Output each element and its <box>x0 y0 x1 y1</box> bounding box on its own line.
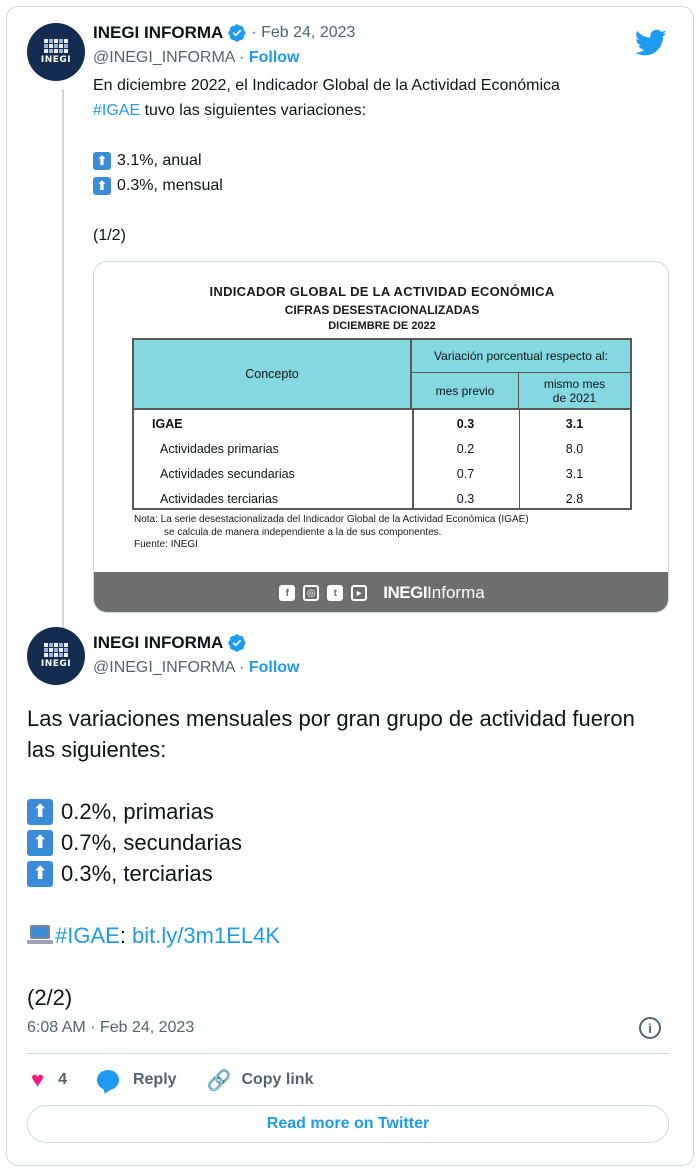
link-separator: : <box>119 923 133 948</box>
thread-page-indicator: (1/2) <box>93 227 126 244</box>
copy-link-button[interactable]: Copy link <box>241 1071 314 1088</box>
tweet-text-line: En diciembre 2022, el Indicador Global de la Actividad Económica <box>93 77 560 94</box>
author-name[interactable]: INEGI INFORMA <box>93 633 224 652</box>
table-header-concept: Concepto <box>134 340 412 410</box>
youtube-icon: ▸ <box>351 585 367 601</box>
list-item-text: 0.3%, mensual <box>117 177 223 194</box>
table-cell: 0.2 <box>456 442 475 456</box>
handle-line <box>93 659 299 677</box>
follow-button[interactable]: Follow <box>248 659 300 676</box>
link-chain-icon[interactable]: 🔗 <box>206 1069 232 1092</box>
table-row <box>134 437 630 462</box>
table-cell: Actividades terciarias <box>160 492 279 506</box>
table-cell: 3.1 <box>565 467 584 481</box>
instagram-icon: ◎ <box>303 585 319 601</box>
table-cell: 0.7 <box>456 467 475 481</box>
list-item <box>27 827 667 858</box>
tweet-text <box>27 703 667 1013</box>
tweet-date[interactable]: · Feb 24, 2023 <box>251 24 356 41</box>
verified-badge-icon <box>227 23 247 43</box>
table-header-same-line: de 2021 <box>552 390 597 405</box>
list-item-text: 3.1%, anual <box>117 152 202 169</box>
note-source: Fuente: INEGI <box>134 539 198 550</box>
list-item <box>93 148 653 173</box>
handle-line <box>93 49 299 67</box>
tweet-timestamp[interactable]: 6:08 AM · Feb 24, 2023 <box>27 1019 195 1036</box>
tweet-text <box>93 73 653 248</box>
read-more-button[interactable]: Read more on Twitter <box>27 1105 669 1143</box>
table-cell: 8.0 <box>565 442 584 456</box>
divider <box>27 1053 669 1054</box>
table-header-same-line: mismo mes <box>543 376 606 391</box>
url-link[interactable]: bit.ly/3m1EL4K <box>132 923 281 948</box>
table-row <box>134 462 630 487</box>
table-cell: IGAE <box>152 417 183 431</box>
like-count[interactable]: 4 <box>58 1071 67 1088</box>
author-name[interactable]: INEGI INFORMA <box>93 23 224 42</box>
like-heart-icon[interactable]: ♥ <box>31 1067 45 1092</box>
table-cell: 0.3 <box>456 417 475 431</box>
brand-bold: INEGI <box>383 583 428 602</box>
note-line: se calcula de manera independiente a la de sus componentes. <box>164 526 442 538</box>
avatar-label: INEGI <box>40 55 72 65</box>
facebook-icon: f <box>279 585 295 601</box>
table-header-prev: mes previo <box>412 373 519 410</box>
link-line <box>27 920 667 951</box>
author-handle[interactable]: @INEGI_INFORMA · <box>93 49 245 66</box>
tweet-text-line <box>93 98 653 123</box>
media-period: DICIEMBRE DE 2022 <box>328 320 436 332</box>
up-arrow-icon: ⬆ <box>93 152 111 170</box>
up-arrow-icon: ⬆ <box>27 799 53 825</box>
author-line <box>93 633 247 653</box>
brand-rest: Informa <box>427 583 485 602</box>
brand-logo <box>383 583 484 603</box>
media-subtitle: CIFRAS DESESTACIONALIZADAS <box>284 303 480 317</box>
media-title: INDICADOR GLOBAL DE LA ACTIVIDAD ECONÓMICA <box>209 284 555 299</box>
list-item-text: 0.2%, primarias <box>61 799 214 824</box>
avatar[interactable] <box>27 23 85 81</box>
hashtag-link[interactable]: #IGAE <box>93 102 141 119</box>
table-row <box>134 487 630 512</box>
list-item <box>93 173 653 198</box>
media-footer <box>94 572 669 613</box>
action-bar <box>31 1067 313 1093</box>
author-line <box>93 23 355 43</box>
inegi-logo-icon <box>44 643 68 657</box>
thread-page-indicator: (2/2) <box>27 985 73 1010</box>
author-handle[interactable]: @INEGI_INFORMA · <box>93 659 245 676</box>
table-cell: 2.8 <box>565 492 584 506</box>
up-arrow-icon: ⬆ <box>27 830 53 856</box>
tweet-embed-card <box>6 6 694 1166</box>
tweet-text-fragment: tuvo las siguientes variaciones: <box>140 102 367 119</box>
tweet-text-body: Las variaciones mensuales por gran grupo de actividad fueron las siguientes: <box>27 706 635 762</box>
reply-bubble-icon[interactable] <box>97 1070 119 1090</box>
hashtag-link[interactable]: #IGAE <box>55 923 120 948</box>
follow-button[interactable]: Follow <box>248 49 300 66</box>
table-cell: 3.1 <box>565 417 584 431</box>
table-note <box>134 514 529 552</box>
table-header-variation: Variación porcentual respecto al: <box>412 340 630 373</box>
twitter-bird-icon[interactable] <box>635 29 667 57</box>
laptop-icon <box>27 925 53 945</box>
avatar-label: INEGI <box>40 659 72 669</box>
twitter-icon: t <box>327 585 343 601</box>
table-row <box>134 412 630 437</box>
list-item <box>27 858 667 889</box>
avatar[interactable] <box>27 627 85 685</box>
table-header-same <box>519 373 630 410</box>
thread-connector-line <box>62 89 64 629</box>
list-item <box>27 796 667 827</box>
table-cell: Actividades secundarias <box>160 467 295 481</box>
verified-badge-icon <box>227 633 247 653</box>
table-cell: 0.3 <box>456 492 475 506</box>
up-arrow-icon: ⬆ <box>27 861 53 887</box>
list-item-text: 0.3%, terciarias <box>61 861 213 886</box>
up-arrow-icon: ⬆ <box>93 177 111 195</box>
inegi-logo-icon <box>44 39 68 53</box>
info-icon[interactable]: i <box>639 1017 661 1039</box>
table-cell: Actividades primarias <box>160 442 279 456</box>
list-item-text: 0.7%, secundarias <box>61 830 242 855</box>
note-line: Nota: La serie desestacionalizada del Indicador Global de la Actividad Económica (IGAE) <box>134 514 529 525</box>
media-image[interactable] <box>93 261 669 613</box>
reply-button[interactable]: Reply <box>132 1071 177 1088</box>
data-table <box>132 338 632 510</box>
